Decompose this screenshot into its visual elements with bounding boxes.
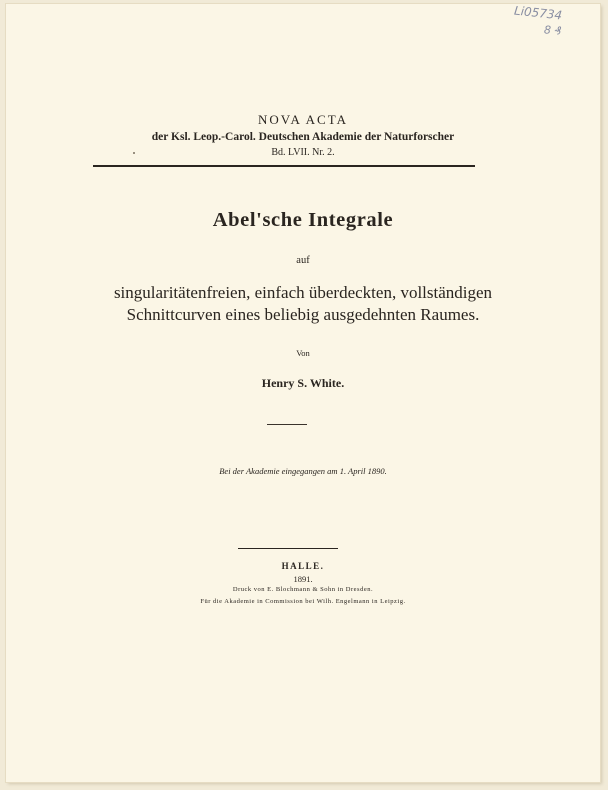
- imprint-city: HALLE.: [281, 561, 325, 571]
- imprint-rule: [238, 548, 338, 549]
- author-rule: [267, 424, 307, 425]
- header-rule: [93, 165, 475, 167]
- received-note: Bei der Akademie eingegangen am 1. April 1890.: [219, 466, 387, 476]
- title-page: [6, 4, 600, 782]
- academy-line: der Ksl. Leop.-Carol. Deutschen Akademie der Naturforscher: [151, 131, 455, 143]
- main-title: Abel'sche Integrale: [212, 209, 394, 231]
- subtitle-line-2: Schnittcurven eines beliebig ausgedehnten Raumes.: [126, 305, 480, 324]
- imprint-year: 1891.: [293, 574, 313, 584]
- volume-line: Bd. LVII. Nr. 2.: [271, 147, 335, 158]
- author-prefix: Von: [296, 348, 310, 358]
- subtitle-line-1: singularitätenfreien, einfach überdeckten, vollständigen: [113, 283, 493, 302]
- imprint-printer: Druck von E. Blochmann & Sohn in Dresden.: [232, 586, 374, 593]
- series-title: NOVA ACTA: [257, 112, 349, 127]
- pencil-catalog-number: Li05734: [513, 4, 563, 23]
- author-name: Henry S. White.: [261, 376, 345, 390]
- pencil-price-note: 8 ₰: [543, 23, 562, 38]
- imprint-commission: Für die Akademie in Commission bei Wilh. Engelmann in Leipzig.: [200, 598, 406, 605]
- title-connector: auf: [296, 255, 310, 266]
